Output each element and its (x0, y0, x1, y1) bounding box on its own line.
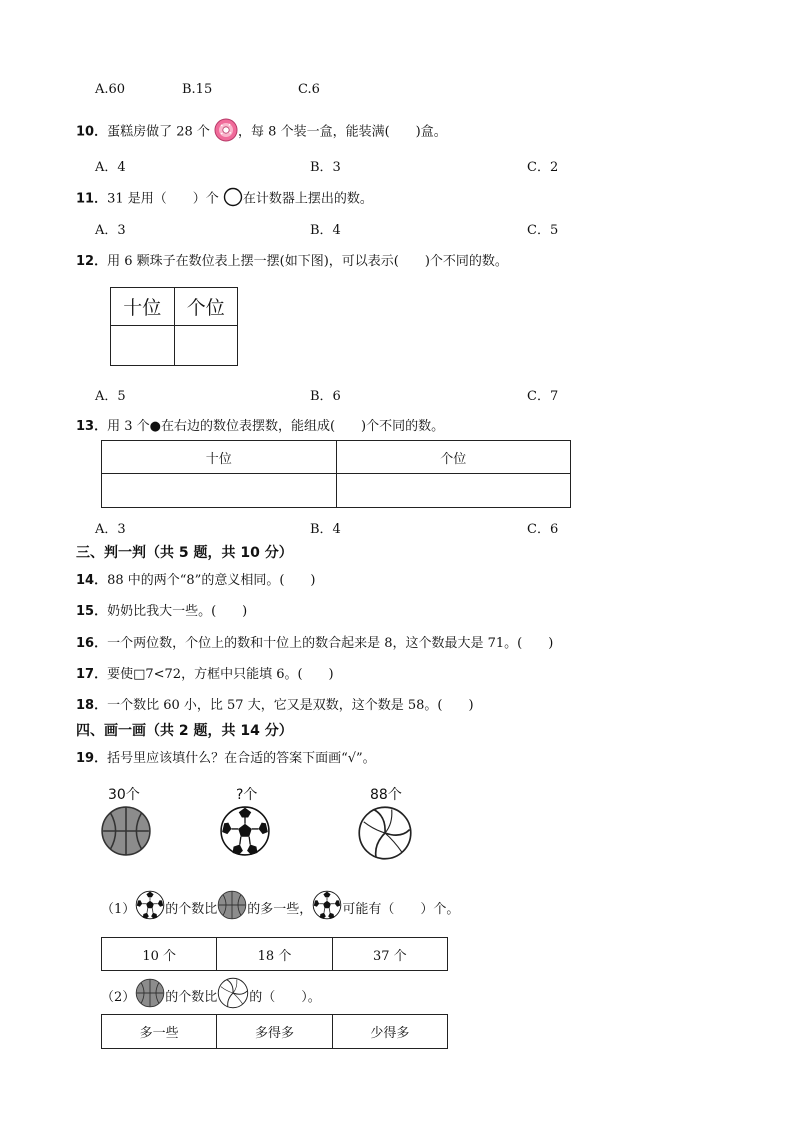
q11-text-after: 在计数器上摆出的数。 (242, 191, 373, 207)
q12-header-ones: 个位 (174, 288, 238, 326)
q17-stem (76, 663, 334, 682)
q13-option-b: B．4 (310, 522, 341, 537)
q12-place-value-table (110, 287, 238, 366)
q19-sub1-text-2: 的多一些， (247, 901, 313, 917)
q13-cell-ones (336, 474, 571, 508)
q12-option-c: C．7 (527, 389, 559, 404)
q13-header-tens: 十位 (102, 441, 337, 474)
soccer-ball-icon (312, 890, 342, 924)
q10-text-before: 蛋糕房做了 28 个 (107, 124, 210, 140)
q12-header-tens: 十位 (111, 288, 175, 326)
q12-option-b: B．6 (310, 389, 341, 404)
section-4-title: 四、画一画（共 2 题，共 14 分） (76, 723, 293, 739)
q17-text: 要使□7<72，方框中只能填 6。( ) (107, 667, 334, 682)
q14-number: 14． (76, 573, 108, 588)
q19-sub1-prefix: （1） (101, 901, 136, 917)
q12-option-a: A．5 (95, 389, 126, 404)
q19-sub1-text-3: 可能有（ ）个。 (342, 901, 460, 917)
q11-number: 11． (76, 191, 108, 207)
q13-option-a: A．3 (95, 522, 126, 537)
q18-stem (76, 694, 474, 713)
volleyball-count-label: 88个 (370, 787, 402, 803)
q15-text: 奶奶比我大一些。( ) (107, 604, 248, 619)
q13-stem (76, 415, 444, 434)
q10-option-b: B．3 (310, 160, 341, 175)
q12-cell-tens (111, 326, 175, 366)
q9-option-a: A.60 (95, 82, 126, 97)
q19-sub2-answer-1[interactable]: 多一些 (102, 1015, 217, 1049)
q19-sub1-stem (101, 890, 459, 924)
circle-bead-icon (223, 187, 243, 211)
q18-text: 一个数比 60 小，比 57 大，它又是双数，这个数是 58。( ) (107, 698, 474, 713)
q19-sub2-answer-table (101, 1014, 448, 1049)
soccer-ball-icon (219, 805, 271, 861)
basketball-icon (135, 978, 165, 1012)
q15-stem (76, 600, 247, 619)
q12-text: 用 6 颗珠子在数位表上摆一摆(如下图)，可以表示( )个不同的数。 (107, 254, 508, 269)
q11-text-before: 31 是用（ ）个 (107, 191, 219, 207)
basketball-icon (100, 805, 152, 861)
q19-sub1-answer-1[interactable]: 10 个 (102, 938, 217, 971)
q17-number: 17． (76, 667, 108, 682)
q11-option-c: C．5 (527, 223, 559, 238)
q10-stem (76, 118, 447, 146)
q13-text: 用 3 个●在右边的数位表摆数，能组成( )个不同的数。 (107, 419, 445, 434)
q14-text: 88 中的两个“8”的意义相同。( ) (107, 573, 316, 588)
q19-sub2-answer-2[interactable]: 多得多 (217, 1015, 332, 1049)
q13-option-c: C．6 (527, 522, 559, 537)
q13-cell-tens (102, 474, 337, 508)
q16-number: 16． (76, 636, 108, 651)
q12-cell-ones (174, 326, 238, 366)
q19-sub2-stem (101, 977, 321, 1013)
q16-stem (76, 632, 553, 651)
q12-stem (76, 250, 508, 269)
q19-sub1-answer-table (101, 937, 448, 971)
section-3-title: 三、判一判（共 5 题，共 10 分） (76, 545, 293, 561)
volleyball-icon (217, 977, 249, 1013)
q19-sub2-text-1: 的个数比 (165, 989, 218, 1005)
q19-sub1-answer-2[interactable]: 18 个 (217, 938, 332, 971)
q10-text-after: ，每 8 个装一盒，能装满( )盒。 (238, 124, 447, 140)
q10-option-a: A．4 (95, 160, 126, 175)
q19-sub2-answer-3[interactable]: 少得多 (332, 1015, 447, 1049)
q11-option-a: A．3 (95, 223, 126, 238)
q16-text: 一个两位数，个位上的数和十位上的数合起来是 8，这个数最大是 71。( ) (107, 636, 554, 651)
q19-sub2-prefix: （2） (101, 989, 136, 1005)
q9-option-b: B.15 (182, 82, 213, 97)
q19-stem (76, 747, 376, 766)
basketball-count-label: 30个 (108, 787, 140, 803)
soccer-count-label: ?个 (236, 787, 258, 803)
q11-option-b: B．4 (310, 223, 341, 238)
q19-sub1-answer-3[interactable]: 37 个 (332, 938, 447, 971)
q9-option-c: C.6 (298, 82, 320, 97)
q19-sub2-text-2: 的（ ）。 (249, 989, 321, 1005)
donut-icon (214, 118, 238, 146)
q10-number: 10． (76, 124, 108, 140)
q19-number: 19． (76, 751, 108, 766)
q19-sub1-text-1: 的个数比 (165, 901, 218, 917)
q18-number: 18． (76, 698, 108, 713)
volleyball-icon (357, 805, 413, 865)
q11-stem (76, 187, 373, 211)
q14-stem (76, 569, 315, 588)
q12-number: 12． (76, 254, 108, 269)
q10-option-c: C．2 (527, 160, 559, 175)
q15-number: 15． (76, 604, 108, 619)
q13-number: 13． (76, 419, 108, 434)
q13-header-ones: 个位 (336, 441, 571, 474)
q13-place-value-table (101, 440, 571, 508)
q19-text: 括号里应该填什么？在合适的答案下面画“√”。 (107, 751, 376, 766)
soccer-ball-icon (135, 890, 165, 924)
basketball-icon (217, 890, 247, 924)
